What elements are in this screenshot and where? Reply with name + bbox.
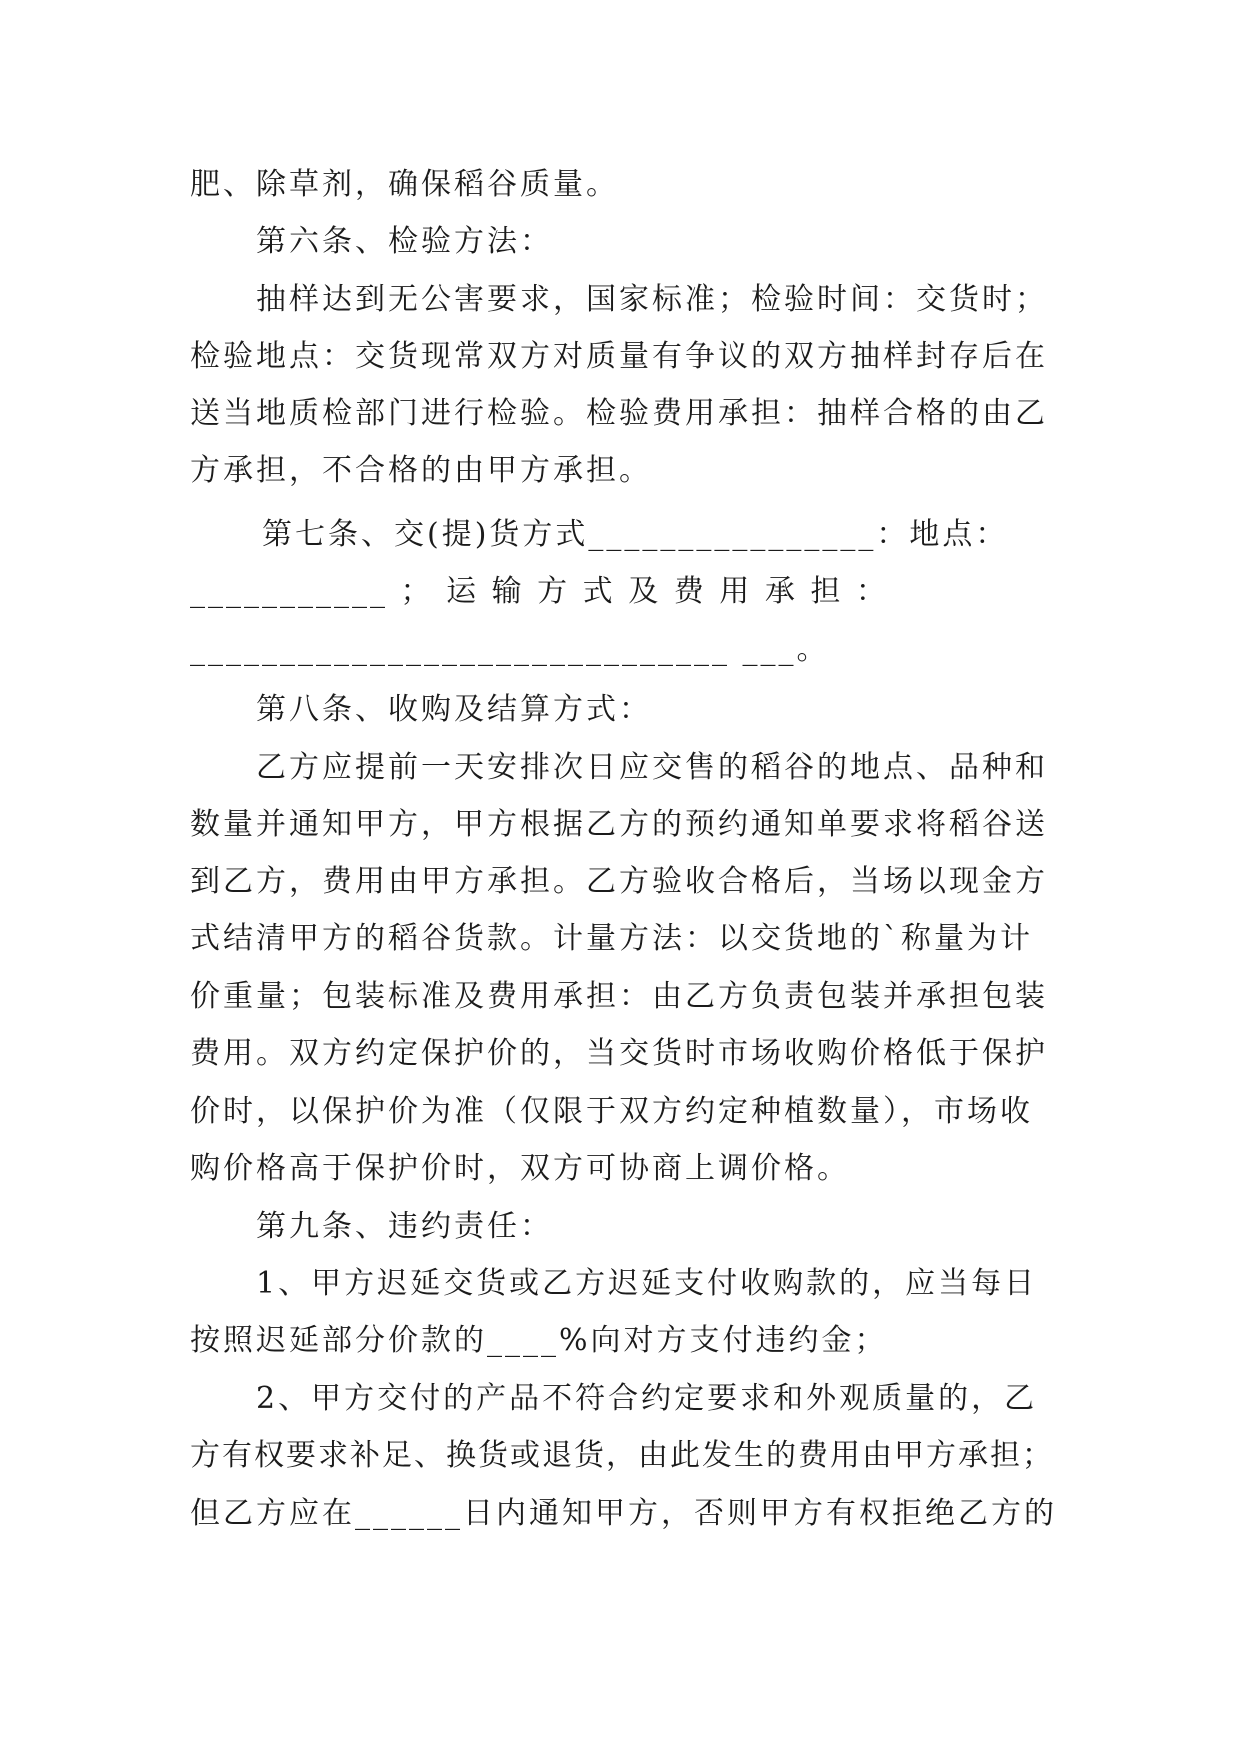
text-line-20: 1、甲方迟延交货或乙方迟延支付收购款的，应当每日	[256, 1266, 1038, 1301]
text-line-18: 购价格高于保护价时，双方可协商上调价格。	[190, 1151, 850, 1186]
text-line-12: 数量并通知甲方，甲方根据乙方的预约通知单要求将稻谷送	[190, 807, 1048, 842]
text-line-22: 2、甲方交付的产品不符合约定要求和外观质量的，乙	[256, 1381, 1038, 1416]
section-heading-8: 第八条、收购及结算方式：	[256, 692, 652, 727]
section-heading-7: 第七条、交(提)货方式________________：地点：	[262, 517, 1009, 552]
text-line-6: 方承担，不合格的由甲方承担。	[190, 453, 652, 488]
text-line-14: 式结清甲方的稻谷货款。计量方法：以交货地的`称量为计	[190, 921, 1033, 956]
text-line-11: 乙方应提前一天安排次日应交售的稻谷的地点、品种和	[256, 750, 1048, 785]
text-line-1: 肥、除草剂，确保稻谷质量。	[190, 167, 619, 202]
section-heading-9: 第九条、违约责任：	[256, 1209, 553, 1244]
text-line-16: 费用。双方约定保护价的，当交货时市场收购价格低于保护	[190, 1036, 1048, 1071]
text-line-15: 价重量；包装标准及费用承担：由乙方负责包装并承担包装	[190, 979, 1048, 1014]
text-line-13: 到乙方，费用由甲方承担。乙方验收合格后，当场以现金方	[190, 864, 1048, 899]
section-heading-6: 第六条、检验方法：	[256, 224, 553, 259]
text-line-23: 方有权要求补足、换货或退货，由此发生的费用由甲方承担；	[190, 1438, 1054, 1473]
text-line-21: 按照迟延部分价款的____%向对方支付违约金；	[190, 1323, 888, 1358]
text-line-17: 价时，以保护价为准（仅限于双方约定种植数量），市场收	[190, 1094, 1033, 1129]
text-line-3: 抽样达到无公害要求，国家标准；检验时间：交货时；	[256, 282, 1048, 317]
text-line-5: 送当地质检部门进行检验。检验费用承担：抽样合格的由乙	[190, 396, 1048, 431]
text-line-9: ______________________________ ___。	[190, 632, 830, 667]
text-line-24: 但乙方应在______日内通知甲方，否则甲方有权拒绝乙方的	[190, 1496, 1057, 1531]
text-line-4: 检验地点：交货现常双方对质量有争议的双方抽样封存后在	[190, 339, 1048, 374]
text-line-8: ___________ ； 运 输 方 式 及 费 用 承 担 ：	[190, 574, 889, 609]
